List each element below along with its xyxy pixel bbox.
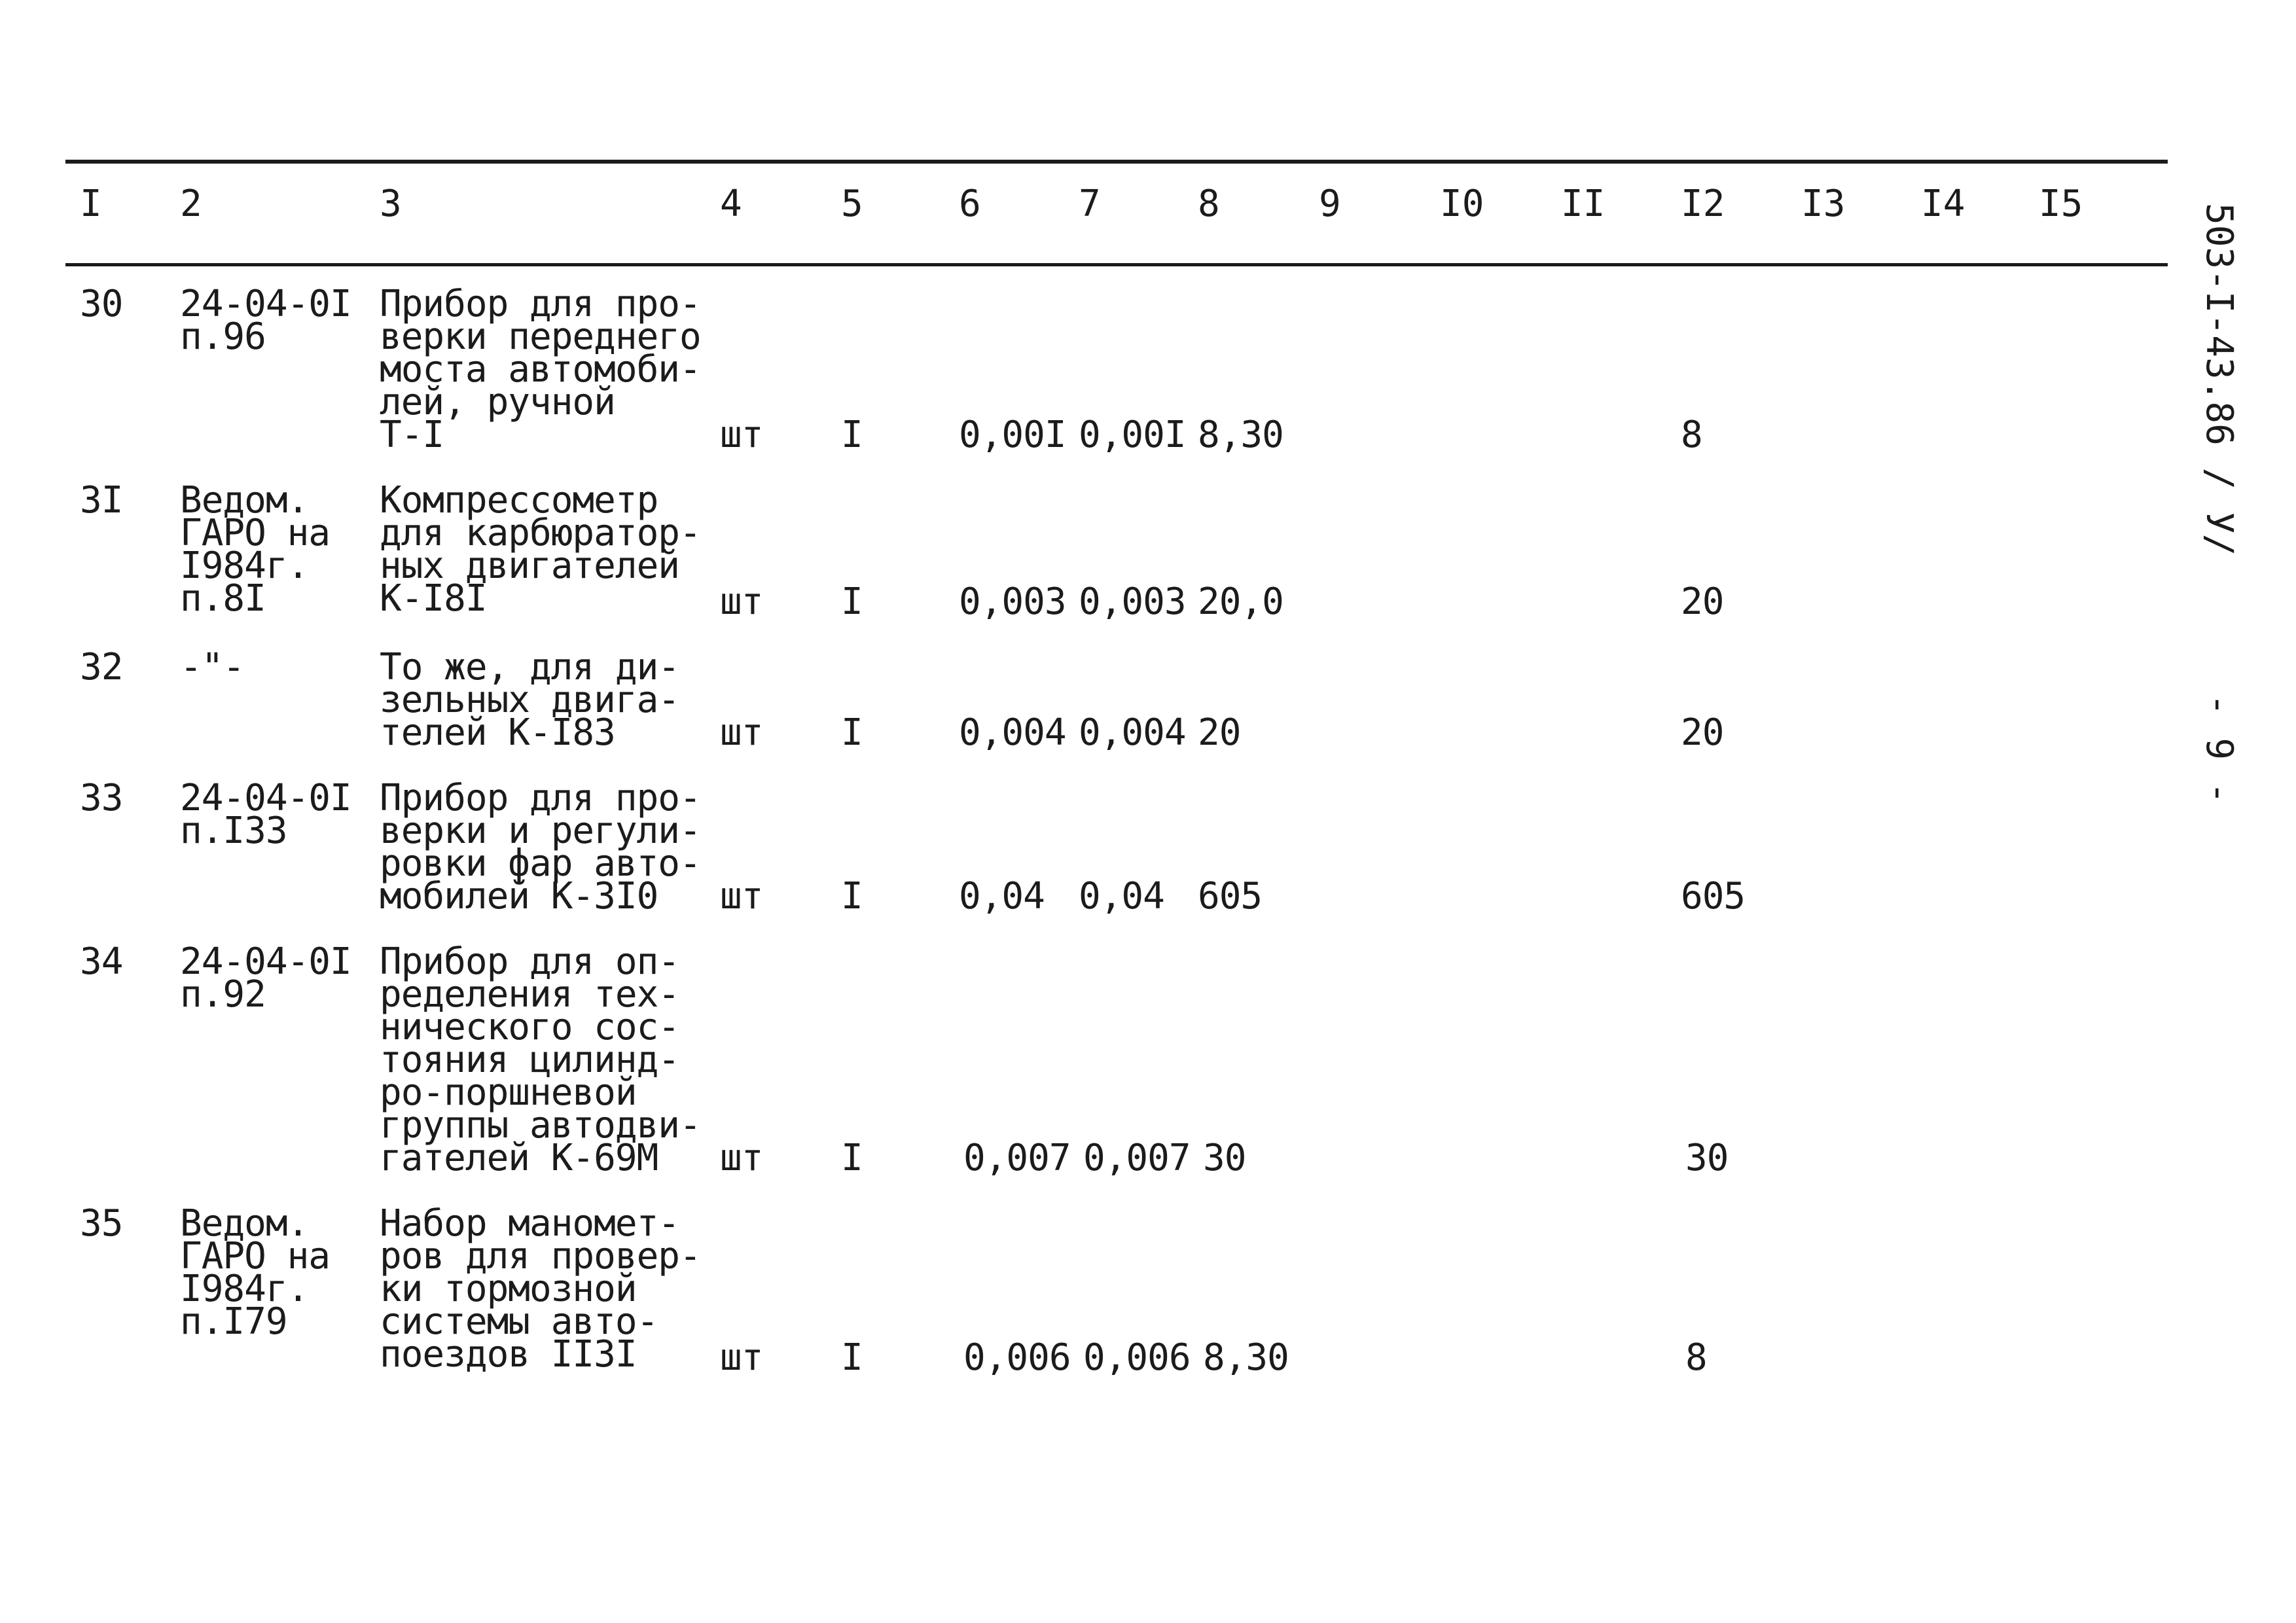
row-reference: 24-04-0I п.I33: [180, 777, 351, 852]
row-number: 30: [80, 283, 123, 325]
row-col7: 0,007: [1083, 1137, 1191, 1179]
header-col-14: I4: [1921, 183, 1965, 225]
row-number: 34: [80, 940, 123, 983]
row-qty: I: [841, 711, 863, 754]
row-col12: 605: [1681, 875, 1746, 918]
header-col-4: 4: [720, 183, 742, 225]
row-qty: I: [841, 1336, 863, 1379]
header-col-3: 3: [380, 183, 402, 225]
row-col7: 0,006: [1083, 1336, 1191, 1379]
row-col8: 20: [1198, 711, 1241, 754]
row-name: Набор маномет- ров для провер- ки тормозной системы авто- поездов II3I: [380, 1202, 701, 1376]
row-reference: -"-: [180, 646, 245, 688]
row-col12: 30: [1685, 1137, 1729, 1179]
row-unit: шт: [720, 875, 763, 918]
row-number: 35: [80, 1202, 123, 1245]
row-col8: 30: [1203, 1137, 1246, 1179]
table-top-rule: [65, 160, 2168, 164]
row-number: 32: [80, 646, 123, 688]
row-col6: 0,006: [963, 1336, 1071, 1379]
row-qty: I: [841, 414, 863, 456]
header-col-8: 8: [1198, 183, 1220, 225]
header-col-13: I3: [1801, 183, 1846, 225]
row-col6: 0,003: [959, 580, 1066, 623]
header-col-2: 2: [180, 183, 202, 225]
row-col8: 8,30: [1203, 1336, 1289, 1379]
row-name: То же, для ди- зельных двига- телей К-I83: [380, 646, 680, 754]
header-col-15: I5: [2039, 183, 2083, 225]
header-col-1: I: [80, 183, 102, 225]
row-col12: 20: [1681, 580, 1724, 623]
row-col6: 0,00I: [959, 414, 1066, 456]
row-unit: шт: [720, 414, 763, 456]
row-col8: 8,30: [1198, 414, 1283, 456]
row-name: Прибор для про- верки переднего моста автомоби- лей, ручной Т-I: [380, 283, 701, 456]
header-col-5: 5: [841, 183, 863, 225]
row-reference: 24-04-0I п.92: [180, 940, 351, 1016]
row-name: Компрессометр для карбюратор- ных двигателей К-I8I: [380, 479, 701, 620]
row-reference: 24-04-0I п.96: [180, 283, 351, 358]
header-col-6: 6: [959, 183, 981, 225]
row-col12: 8: [1681, 414, 1702, 456]
row-unit: шт: [720, 580, 763, 623]
row-col7: 0,003: [1079, 580, 1186, 623]
row-col6: 0,004: [959, 711, 1066, 754]
header-col-11: II: [1561, 183, 1605, 225]
row-col8: 20,0: [1198, 580, 1283, 623]
row-col8: 605: [1198, 875, 1263, 918]
row-reference: Ведом. ГАРО на I984г. п.I79: [180, 1202, 331, 1343]
row-col12: 20: [1681, 711, 1724, 754]
row-number: 33: [80, 777, 123, 819]
row-col6: 0,04: [959, 875, 1045, 918]
row-col6: 0,007: [963, 1137, 1071, 1179]
page-number: - 9 -: [2198, 694, 2240, 804]
header-bottom-rule: [65, 263, 2168, 266]
header-col-10: I0: [1440, 183, 1484, 225]
row-col12: 8: [1685, 1336, 1707, 1379]
row-number: 3I: [80, 479, 123, 522]
row-unit: шт: [720, 711, 763, 754]
row-name: Прибор для оп- ределения тех- нического сос- тояния цилинд- ро-поршневой группы автодви- гателей К-69М: [380, 940, 701, 1179]
row-name: Прибор для про- верки и регули- ровки фар авто- мобилей К-3I0: [380, 777, 701, 918]
row-unit: шт: [720, 1137, 763, 1179]
row-qty: I: [841, 1137, 863, 1179]
row-qty: I: [841, 875, 863, 918]
row-reference: Ведом. ГАРО на I984г. п.8I: [180, 479, 331, 620]
row-unit: шт: [720, 1336, 763, 1379]
document-code: 503-I-43.86 / У/: [2198, 203, 2240, 556]
header-col-7: 7: [1079, 183, 1101, 225]
row-col7: 0,004: [1079, 711, 1186, 754]
row-qty: I: [841, 580, 863, 623]
header-col-12: I2: [1681, 183, 1725, 225]
row-col7: 0,00I: [1079, 414, 1186, 456]
header-col-9: 9: [1319, 183, 1341, 225]
row-col7: 0,04: [1079, 875, 1164, 918]
